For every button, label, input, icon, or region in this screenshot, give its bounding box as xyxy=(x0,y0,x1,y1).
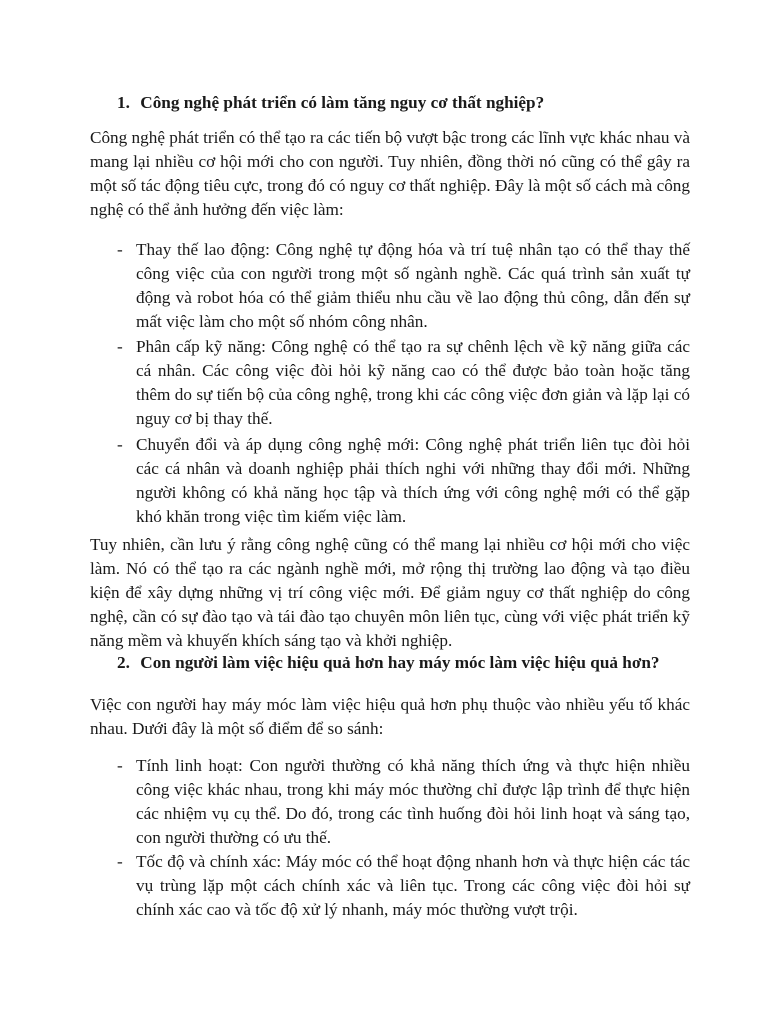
section-number: 1. xyxy=(117,93,130,112)
bullet-dash: - xyxy=(117,240,123,259)
bullet-item xyxy=(117,335,690,431)
section-1-heading xyxy=(117,91,697,115)
bullet-dash: - xyxy=(117,337,123,356)
bullet-text: Phân cấp kỹ năng: Công nghệ có thể tạo ra sự chênh lệch về kỹ năng giữa các cá nhân. Các công việc đòi hỏi kỹ năng cao có thể được bảo toàn hoặc tăng thêm do sự tiến bộ của công nghệ, trong khi các công việc đơn giản và lặp lại có nguy cơ bị thay thế. xyxy=(136,337,690,428)
bullet-item xyxy=(117,433,690,529)
heading-text: Công nghệ phát triển có làm tăng nguy cơ thất nghiệp? xyxy=(140,93,545,112)
bullet-text: Thay thế lao động: Công nghệ tự động hóa và trí tuệ nhân tạo có thể thay thế công việc của con người trong một số ngành nghề. Các quá trình sản xuất tự động và robot hóa có thể giảm thiểu nhu cầu về lao động thủ công, dẫn đến sự mất việc làm cho một số nhóm công nhân. xyxy=(136,240,690,331)
bullet-dash: - xyxy=(117,435,123,454)
bullet-dash: - xyxy=(117,852,123,871)
bullet-item xyxy=(117,850,690,922)
heading-text: Con người làm việc hiệu quả hơn hay máy móc làm việc hiệu quả hơn? xyxy=(140,653,660,672)
section-1-conclusion: Tuy nhiên, cần lưu ý rằng công nghệ cũng có thể mang lại nhiều cơ hội mới cho việc làm. Nó có thể tạo ra các ngành nghề mới, mở rộng thị trường lao động và tạo điều kiện để xây dựng những vị trí công việc mới. Để giảm nguy cơ thất nghiệp do công nghệ, cần có sự đào tạo và tái đào tạo chuyên môn liên tục, cùng với việc phát triển kỹ năng mềm và khuyến khích sáng tạo và khởi nghiệp. xyxy=(90,535,690,650)
bullet-dash: - xyxy=(117,756,123,775)
section-2-heading xyxy=(117,651,697,675)
section-number: 2. xyxy=(117,653,130,672)
bullet-text: Chuyển đổi và áp dụng công nghệ mới: Công nghệ phát triển liên tục đòi hỏi các cá nhân và doanh nghiệp phải thích nghi với những thay đổi mới. Những người không có khả năng học tập và thích ứng với công nghệ mới có thể gặp khó khăn trong việc tìm kiếm việc làm. xyxy=(136,435,690,526)
bullet-item xyxy=(117,754,690,850)
bullet-text: Tính linh hoạt: Con người thường có khả năng thích ứng và thực hiện nhiều công việc khác nhau, trong khi máy móc thường chỉ được lập trình để thực hiện các nhiệm vụ cụ thể. Do đó, trong các tình huống đòi hỏi linh hoạt và sáng tạo, con người thường có ưu thế. xyxy=(136,756,690,847)
bullet-text: Tốc độ và chính xác: Máy móc có thể hoạt động nhanh hơn và thực hiện các tác vụ trùng lặp một cách chính xác và liên tục. Trong các công việc đòi hỏi sự chính xác cao và tốc độ xử lý nhanh, máy móc thường vượt trội. xyxy=(136,852,690,919)
bullet-item xyxy=(117,238,690,334)
section-2-intro: Việc con người hay máy móc làm việc hiệu quả hơn phụ thuộc vào nhiều yếu tố khác nhau. Dưới đây là một số điểm để so sánh: xyxy=(90,695,690,738)
section-1-intro: Công nghệ phát triển có thể tạo ra các tiến bộ vượt bậc trong các lĩnh vực khác nhau và mang lại nhiều cơ hội mới cho con người. Tuy nhiên, đồng thời nó cũng có thể gây ra một số tác động tiêu cực, trong đó có nguy cơ thất nghiệp. Đây là một số cách mà công nghệ có thể ảnh hưởng đến việc làm: xyxy=(90,128,690,219)
